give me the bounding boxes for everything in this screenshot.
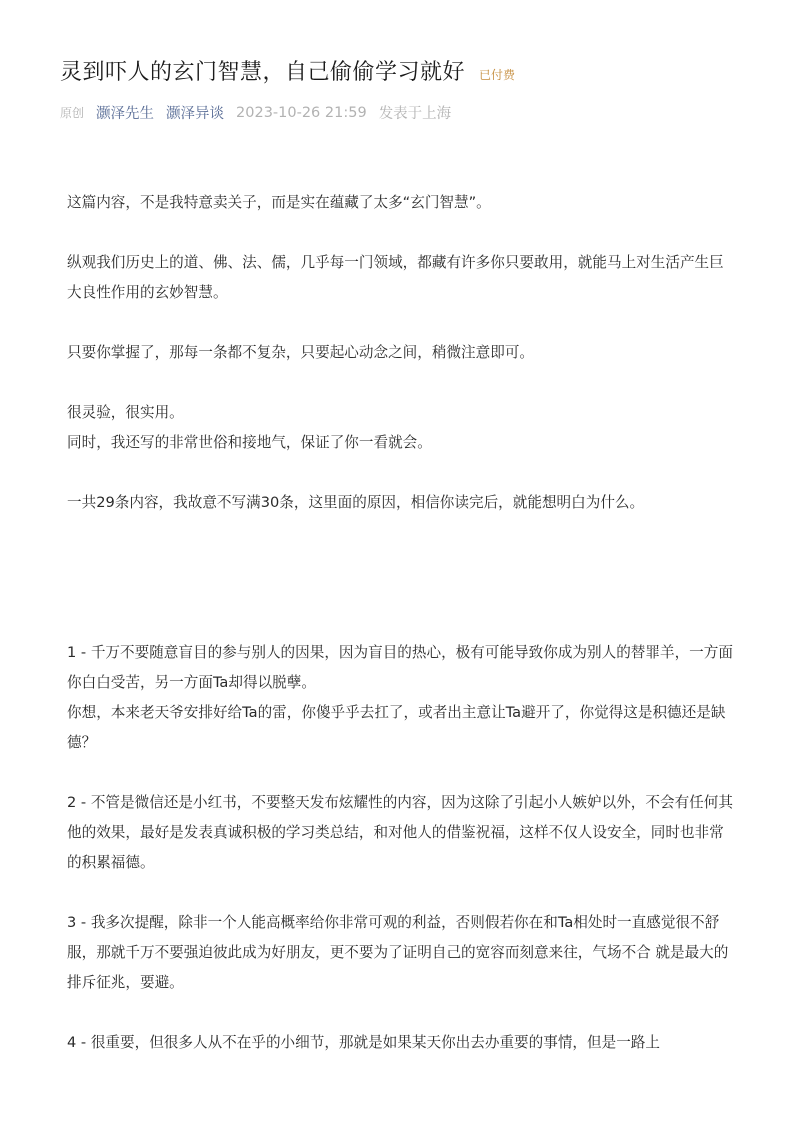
publish-datetime: 2023-10-26 21:59 — [236, 104, 367, 121]
paragraph: 一共29条内容，我故意不写满30条，这里面的原因，相信你读完后，就能想明白为什么。 — [67, 494, 645, 511]
list-item: 1 - 千万不要随意盲目的参与别人的因果，因为盲目的热心，极有可能导致你成为别人的替罪羊，一方面你白白受苦，另一方面Ta却得以脱孽。 — [67, 644, 733, 691]
paragraph: 纵观我们历史上的道、佛、法、儒，几乎每一门领域，都藏有许多你只要敢用，就能马上对生活产生巨大良性作用的玄妙智慧。 — [67, 254, 724, 301]
list-item: 4 - 很重要，但很多人从不在乎的小细节，那就是如果某天你出去办重要的事情，但是一路上 — [67, 1034, 660, 1051]
article-header — [60, 56, 515, 90]
list-item: 3 - 我多次提醒，除非一个人能高概率给你非常可观的利益，否则假若你在和Ta相处时一直感觉很不舒服，那就千万不要强迫彼此成为好朋友，更不要为了证明自己的宽容而刻意来往，气场不合 就是最大的排斥征兆，要避。 — [67, 914, 729, 991]
account-link[interactable]: 灏泽异谈 — [166, 106, 225, 122]
paid-badge: 已付费 — [479, 67, 516, 82]
article-meta — [60, 102, 451, 123]
publish-location: 发表于上海 — [378, 106, 452, 122]
author-link[interactable]: 灏泽先生 — [96, 106, 155, 122]
paragraph: 同时，我还写的非常世俗和接地气，保证了你一看就会。 — [67, 434, 432, 451]
original-tag: 原创 — [60, 106, 85, 120]
paragraph: 这篇内容，不是我特意卖关子，而是实在蕴藏了太多“玄门智慧”。 — [67, 194, 491, 211]
article-body — [67, 188, 733, 1058]
article-title: 灵到吓人的玄门智慧，自己偷偷学习就好 — [60, 60, 466, 85]
list-item: 你想，本来老天爷安排好给Ta的雷，你傻乎乎去扛了，或者出主意让Ta避开了，你觉得这是积德还是缺德？ — [67, 704, 726, 751]
paragraph: 只要你掌握了，那每一条都不复杂，只要起心动念之间，稍微注意即可。 — [67, 344, 535, 361]
paragraph: 很灵验，很实用。 — [67, 404, 184, 421]
list-item: 2 - 不管是微信还是小红书，不要整天发布炫耀性的内容，因为这除了引起小人嫉妒以外，不会有任何其他的效果，最好是发表真诚积极的学习类总结，和对他人的借鉴祝福，这样不仅人设安全，同时也非常的积累福德。 — [67, 794, 733, 871]
